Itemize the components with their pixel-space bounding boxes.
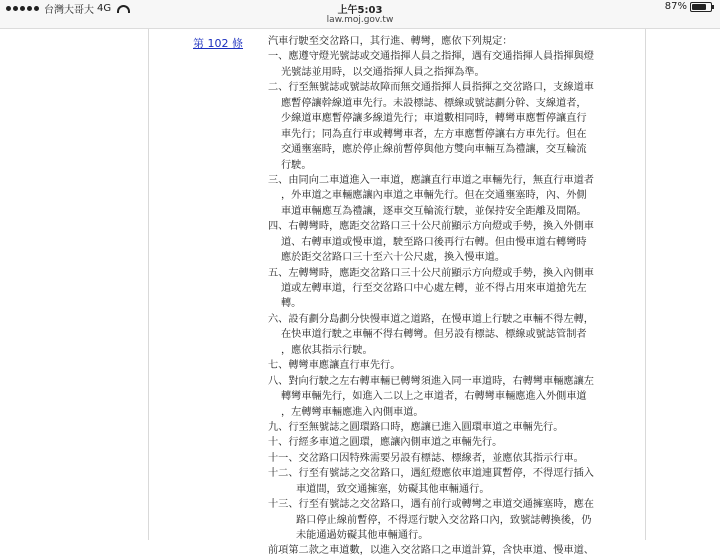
battery-percent: 87% (664, 1, 687, 12)
article-line: 行駛。 (281, 159, 312, 171)
article-line: 在快車道行駛之車輛不得右轉彎。但另設有標誌、標線或號誌管制者 (281, 329, 587, 341)
article-line: 轉彎車輛先行，如進入二以上之車道者，右轉彎車輛應進入外側車道 (281, 391, 587, 403)
article-line: 二、行至無號誌或號誌故障而無交通指揮人員指揮之交岔路口，支線道車 (268, 82, 594, 94)
article-line: ，外車道之車輛應讓內車道之車輛先行。但在交通壅塞時，內、外側 (281, 190, 587, 202)
article-line: ，左轉彎車輛應進入內側車道。 (281, 406, 424, 418)
article-line: 前項第二款之車道數，以進入交岔路口之車道計算，含快車道、慢車道、 (268, 545, 594, 557)
article-line: 十一、交岔路口因特殊需要另設有標誌、標線者，並應依其指示行車。 (268, 452, 584, 464)
article-line: 十、行經多車道之圓環，應讓內側車道之車輛先行。 (268, 437, 503, 449)
status-time: 上午5:03 (337, 5, 383, 16)
status-bar (0, 0, 720, 28)
article-line: 一、應遵守燈光號誌或交通指揮人員之指揮，遇有交通指揮人員指揮與燈 (268, 51, 594, 63)
article-line: 道或左轉車道，行至交岔路口中心處左轉，並不得占用來車道搶先左 (281, 283, 587, 294)
article-line: 轉。 (281, 298, 302, 310)
article-line: 五、左轉彎時，應距交岔路口三十公尺前顯示方向燈或手勢，換入內側車 (268, 267, 594, 279)
article-line: 光號誌並用時，以交通指揮人員之指揮為準。 (281, 66, 485, 78)
article-line: 十三、行至有號誌之交岔路口，遇有前行或轉彎之車道交通擁塞時，應在 (268, 499, 594, 511)
carrier-name: 台灣大哥大 (44, 5, 94, 16)
article-line: 八、對向行駛之左右轉車輛已轉彎須進入同一車道時，右轉彎車輛應讓左 (268, 375, 594, 387)
article-line: 四、右轉彎時，應距交岔路口三十公尺前顯示方向燈或手勢，換入外側車 (268, 221, 594, 233)
article-line: 少線道車應暫停讓多線道先行；車道數相同時，轉彎車應暫停讓直行 (281, 113, 587, 125)
article-line: 三、由同向二車道進入一車道，應讓直行車道之車輛先行，無直行車道者 (268, 174, 594, 186)
article-line: 路口停止線前暫停，不得逕行駛入交岔路口內，致號誌轉換後，仍 (296, 514, 592, 526)
article-line: 汽車行駛至交岔路口，其行進、轉彎，應依下列規定： (268, 36, 513, 47)
article-line: 車先行；同為直行車或轉彎車者，左方車應暫停讓右方車先行。但在 (281, 128, 587, 140)
address-bar-url[interactable]: law.moj.gov.tw (326, 15, 394, 25)
battery-icon (690, 2, 712, 12)
article-line: 未能通過妨礙其他車輛通行。 (296, 530, 429, 541)
article-line: 應暫停讓幹線道車先行。未設標誌、標線或號誌劃分幹、支線道者， (281, 97, 587, 109)
article-line: 七、轉彎車應讓直行車先行。 (268, 360, 401, 372)
article-line: ，應依其指示行駛。 (281, 344, 373, 356)
article-line: 應於距交岔路口三十至六十公尺處，換入慢車道。 (281, 252, 506, 264)
article-line: 九、行至無號誌之圓環路口時，應讓已進入圓環車道之車輛先行。 (268, 421, 564, 433)
article-line: 車道間，致交通擁塞，妨礙其他車輛通行。 (296, 483, 490, 495)
article-line: 車道車輛應互為禮讓，逐車交互輪流行駛，並保持安全距離及間隔。 (281, 205, 587, 217)
article-line: 交通壅塞時，應於停止線前暫停與他方雙向車輛互為禮讓，交互輪流 (281, 144, 587, 156)
article-line: 十二、行至有號誌之交岔路口，遇紅燈應依車道連貫暫停，不得逕行插入 (268, 468, 594, 480)
article-line: 道、右轉車道或慢車道，駛至路口後再行右轉。但由慢車道右轉彎時 (281, 236, 587, 248)
article-text (268, 34, 630, 559)
article-number-link[interactable]: 第 102 條 (193, 37, 243, 50)
network-type: 4G (97, 3, 112, 14)
article-line: 六、設有劃分島劃分快慢車道之道路，在慢車道上行駛之車輛不得左轉， (268, 313, 594, 325)
battery-status (665, 1, 712, 12)
